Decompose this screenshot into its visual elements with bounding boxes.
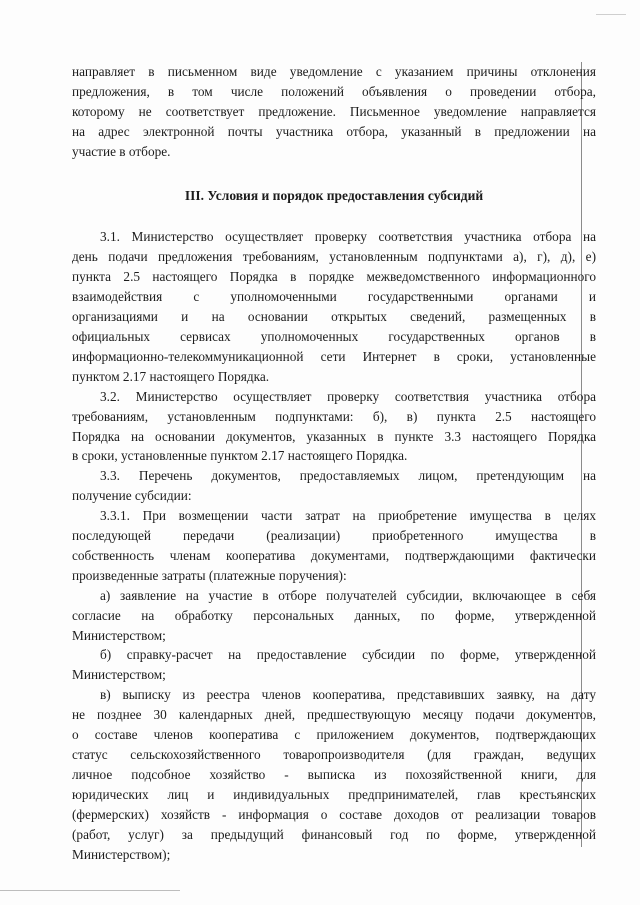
text-line: официальных сервисах уполномоченных государственных органов в (72, 328, 596, 344)
text-line: направляет в письменном виде уведомление с указанием причины отклонения (72, 64, 596, 79)
intro-paragraph (72, 62, 596, 162)
text-line: которому не соответствует предложение. Письменное уведомление направляется (72, 103, 596, 119)
text-line: 3.3.1. При возмещении части затрат на приобретение имущества в целях (100, 508, 596, 524)
list-item-v (72, 685, 596, 864)
text-line: б) справку-расчет на предоставление субсидии по форме, утвержденной (100, 647, 596, 663)
list-item-a (72, 586, 596, 646)
text-line: последующей передачи (реализации) приобретенного имущества в (72, 528, 596, 544)
text-line: юридических лиц и индивидуальных предпринимателей, глав крестьянских (72, 786, 596, 802)
text-line: информационно-телекоммуникационной сети Интернет в сроки, установленные (72, 348, 596, 364)
text-line: произведенные затраты (платежные поручения): (72, 567, 347, 583)
text-line: о составе членов кооператива с приложением документов, подтверждающих (72, 727, 596, 743)
text-line: статус сельскохозяйственного товаропроизводителя (для граждан, ведущих (72, 747, 596, 762)
text-line: 3.2. Министерство осуществляет проверку соответствия участника отбора (100, 388, 596, 404)
text-line: Министерством; (72, 667, 166, 683)
text-line: организациями и на основании открытых сведений, размещенных в (72, 309, 596, 325)
text-line: (фермерских) хозяйств - информация о составе доходов от реализации товаров (72, 806, 596, 822)
text-line: собственность членам кооператива документами, подтверждающими фактически (72, 547, 596, 563)
text-line: в) выписку из реестра членов кооператива, представивших заявку, на дату (100, 687, 596, 703)
text-line: Министерством; (72, 627, 166, 643)
text-line: личное подсобное хозяйство - выписка из похозяйственной книги, для (72, 766, 596, 782)
text-line: предложения, в том числе положений объявления о проведении отбора, (72, 83, 596, 99)
text-line: взаимодействия с уполномоченными государственными органами и (72, 289, 596, 305)
text-line: пункта 2.5 настоящего Порядка в порядке межведомственного информационного (72, 269, 596, 285)
text-line: не позднее 30 календарных дней, предшествующую месяцу подачи документов, (72, 707, 596, 723)
text-line: на адрес электронной почты участника отбора, указанный в предложении на (72, 123, 596, 139)
list-item-b (72, 645, 596, 685)
text-line: 3.1. Министерство осуществляет проверку соответствия участника отбора на (100, 229, 596, 245)
text-line: в сроки, установленные пунктом 2.17 настоящего Порядка. (72, 448, 408, 464)
section-title: III. Условия и порядок предоставления субсидий (184, 187, 484, 203)
text-line: получение субсидии: (72, 488, 192, 504)
scan-artifact-bottom-line (0, 890, 180, 891)
paragraph-3-3 (72, 466, 596, 506)
paragraph-3-3-1 (72, 506, 596, 586)
text-line: пунктом 2.17 настоящего Порядка. (72, 368, 270, 384)
text-line: Министерством); (72, 846, 171, 862)
document-body (72, 62, 596, 864)
scan-artifact-corner (596, 14, 626, 15)
text-line: (работ, услуг) за предыдущий финансовый год по форме, утвержденной (72, 826, 596, 842)
text-line: день подачи предложения требованиям, установленным подпунктами а), г), д), е) (72, 249, 596, 265)
text-line: требованиям, установленным подпунктами: б), в) пункта 2.5 настоящего (72, 408, 596, 424)
paragraph-3-2 (72, 387, 596, 467)
text-line: 3.3. Перечень документов, предоставляемых лицом, претендующим на (100, 468, 596, 484)
paragraph-3-1 (72, 227, 596, 386)
text-line: участие в отборе. (72, 143, 171, 159)
text-line: согласие на обработку персональных данных, по форме, утвержденной (72, 607, 596, 623)
text-line: Порядка на основании документов, указанных в пункте 3.3 настоящего Порядка (72, 428, 596, 444)
text-line: а) заявление на участие в отборе получателей субсидии, включающее в себя (100, 587, 596, 603)
